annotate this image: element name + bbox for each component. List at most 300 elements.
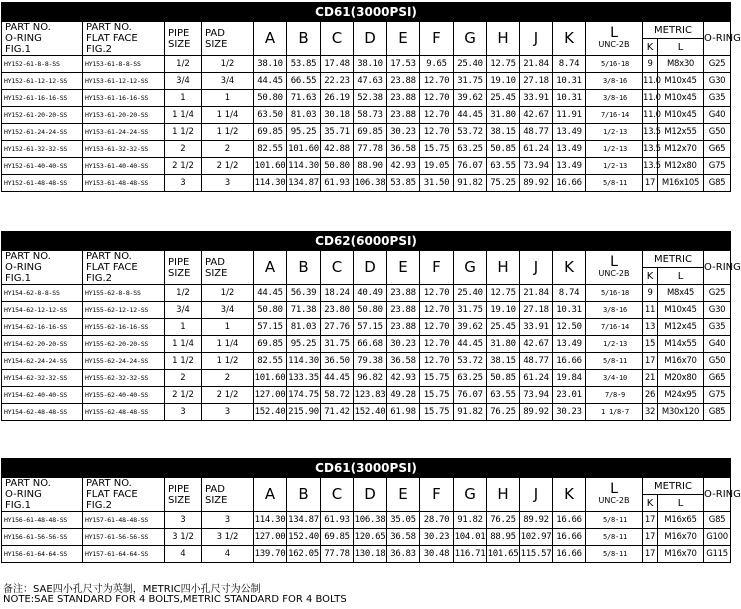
dim-c: 35.71 (321, 124, 354, 141)
dim-a: 44.45 (254, 285, 287, 302)
pad-size: 1 1/2 (202, 353, 254, 370)
dim-g: 63.25 (454, 141, 487, 158)
dim-d: 77.78 (354, 141, 387, 158)
metric-k: 15 (643, 336, 658, 353)
dim-f: 15.75 (420, 141, 454, 158)
dim-h: 63.55 (487, 387, 520, 404)
header-pad-size (202, 478, 254, 512)
dim-d: 40.49 (354, 285, 387, 302)
spec-table (1, 458, 741, 563)
dim-k: 16.66 (553, 512, 586, 529)
header-pipe-size (165, 478, 202, 512)
pad-size: 3 1/2 (202, 529, 254, 546)
part-number: HY154-62-40-40-SS (2, 387, 83, 404)
metric-l: M16x105 (658, 175, 704, 192)
header-line: FIG.1 (5, 273, 31, 284)
part-number: HY155-62-48-48-SS (83, 404, 165, 421)
header-l-letter: L (610, 253, 618, 270)
header-line: PIPE (168, 27, 190, 39)
dim-j: 89.92 (520, 175, 553, 192)
header-metric-l: L (658, 39, 704, 56)
dim-e: 53.85 (387, 175, 420, 192)
dim-j: 42.67 (520, 107, 553, 124)
pipe-size: 3/4 (165, 73, 202, 90)
dim-a: 114.30 (254, 512, 287, 529)
dim-j: 21.84 (520, 56, 553, 73)
table-row (2, 512, 731, 529)
dim-g: 63.25 (454, 370, 487, 387)
metric-l: M10x45 (658, 90, 704, 107)
part-number: HY155-62-32-32-SS (83, 370, 165, 387)
dim-k: 16.66 (553, 175, 586, 192)
header-line: SIZE (205, 38, 228, 50)
dim-f: 15.75 (420, 404, 454, 421)
table-row (2, 175, 731, 192)
metric-l: M12x70 (658, 141, 704, 158)
dim-a: 152.40 (254, 404, 287, 421)
metric-k: 11.0 (643, 90, 658, 107)
pipe-size: 3 (165, 512, 202, 529)
dim-a: 114.30 (254, 175, 287, 192)
table-row (2, 302, 731, 319)
pipe-size: 1 (165, 90, 202, 107)
dim-d: 69.85 (354, 124, 387, 141)
dim-j: 48.77 (520, 353, 553, 370)
dim-j: 61.24 (520, 141, 553, 158)
thread-size: 1/2-13 (586, 158, 643, 175)
oring-size: G65 (704, 370, 731, 387)
part-number: HY154-62-20-20-SS (2, 336, 83, 353)
header-dim-j: J (520, 251, 553, 285)
dim-c: 58.72 (321, 387, 354, 404)
header-unc: UNC-2B (598, 39, 630, 49)
dim-g: 53.72 (454, 353, 487, 370)
dim-j: 27.18 (520, 73, 553, 90)
metric-k: 17 (643, 546, 658, 563)
pipe-size: 1 (165, 319, 202, 336)
dim-e: 30.23 (387, 124, 420, 141)
pipe-size: 3 1/2 (165, 529, 202, 546)
dim-g: 76.07 (454, 158, 487, 175)
part-number: HY152-61-24-24-SS (2, 124, 83, 141)
dim-a: 50.80 (254, 302, 287, 319)
dim-e: 61.98 (387, 404, 420, 421)
part-number: HY153-61-8-8-SS (83, 56, 165, 73)
table-row (2, 353, 731, 370)
header-dim-g: G (454, 251, 487, 285)
dim-c: 17.48 (321, 56, 354, 73)
dim-h: 25.45 (487, 319, 520, 336)
part-number: HY152-61-12-12-SS (2, 73, 83, 90)
thread-size: 5/8-11 (586, 546, 643, 563)
dim-e: 23.88 (387, 302, 420, 319)
dim-e: 23.88 (387, 285, 420, 302)
header-dim-h: H (487, 251, 520, 285)
table-row (2, 124, 731, 141)
pipe-size: 4 (165, 546, 202, 563)
thread-size: 7/8-9 (586, 387, 643, 404)
dim-d: 152.40 (354, 404, 387, 421)
dim-a: 82.55 (254, 141, 287, 158)
part-number: HY154-62-32-32-SS (2, 370, 83, 387)
pipe-size: 1 1/2 (165, 124, 202, 141)
dim-h: 38.15 (487, 353, 520, 370)
metric-l: M20x80 (658, 370, 704, 387)
dim-h: 31.80 (487, 336, 520, 353)
dim-c: 23.80 (321, 302, 354, 319)
dim-d: 58.73 (354, 107, 387, 124)
dim-b: 81.03 (287, 107, 321, 124)
header-l-thread (586, 22, 643, 56)
oring-size: G75 (704, 158, 731, 175)
pad-size: 4 (202, 546, 254, 563)
metric-k: 17 (643, 353, 658, 370)
dim-b: 162.05 (287, 546, 321, 563)
dim-d: 130.18 (354, 546, 387, 563)
dim-d: 79.38 (354, 353, 387, 370)
table-row (2, 107, 731, 124)
header-dim-c: C (321, 478, 354, 512)
dim-b: 134.87 (287, 175, 321, 192)
dim-g: 91.82 (454, 175, 487, 192)
dim-c: 22.23 (321, 73, 354, 90)
table-title: CD61(3000PSI) (2, 459, 731, 478)
header-line: PAD (205, 256, 225, 268)
header-dim-d: D (354, 478, 387, 512)
dim-h: 76.25 (487, 512, 520, 529)
pipe-size: 2 1/2 (165, 158, 202, 175)
dim-h: 101.65 (487, 546, 520, 563)
table-row (2, 90, 731, 107)
metric-l: M12x55 (658, 124, 704, 141)
header-dim-a: A (254, 478, 287, 512)
thread-size: 3/8-16 (586, 90, 643, 107)
dim-f: 12.70 (420, 73, 454, 90)
dim-g: 25.40 (454, 285, 487, 302)
part-number: HY152-61-48-48-SS (2, 175, 83, 192)
pad-size: 1 1/4 (202, 107, 254, 124)
thread-size: 1 1/8-7 (586, 404, 643, 421)
dim-d: 120.65 (354, 529, 387, 546)
pad-size: 3 (202, 512, 254, 529)
oring-size: G40 (704, 107, 731, 124)
dim-g: 76.07 (454, 387, 487, 404)
header-line: O-RING (5, 489, 42, 500)
dim-e: 23.88 (387, 90, 420, 107)
header-pad-size (202, 251, 254, 285)
pad-size: 3 (202, 404, 254, 421)
oring-size: G85 (704, 512, 731, 529)
metric-k: 9 (643, 285, 658, 302)
part-number: HY154-62-24-24-SS (2, 353, 83, 370)
pad-size: 1 (202, 319, 254, 336)
header-pad-size (202, 22, 254, 56)
oring-size: G85 (704, 175, 731, 192)
table-row (2, 546, 731, 563)
metric-k: 17 (643, 529, 658, 546)
table-row (2, 529, 731, 546)
dim-j: 48.77 (520, 124, 553, 141)
dim-b: 81.03 (287, 319, 321, 336)
pipe-size: 1 1/4 (165, 107, 202, 124)
dim-c: 71.42 (321, 404, 354, 421)
dim-k: 12.50 (553, 319, 586, 336)
header-dim-h: H (487, 22, 520, 56)
dim-e: 23.88 (387, 107, 420, 124)
dim-k: 13.49 (553, 158, 586, 175)
dim-k: 23.01 (553, 387, 586, 404)
header-line: SIZE (168, 494, 191, 506)
dim-k: 8.74 (553, 56, 586, 73)
metric-k: 13.5 (643, 124, 658, 141)
dim-d: 66.68 (354, 336, 387, 353)
metric-l: M12x45 (658, 319, 704, 336)
dim-h: 12.75 (487, 285, 520, 302)
header-dim-d: D (354, 251, 387, 285)
header-line: FIG.2 (86, 273, 112, 284)
dim-f: 12.70 (420, 285, 454, 302)
part-number: HY153-61-20-20-SS (83, 107, 165, 124)
oring-size: G35 (704, 90, 731, 107)
dim-f: 12.70 (420, 353, 454, 370)
pipe-size: 3 (165, 404, 202, 421)
table-row (2, 404, 731, 421)
note-chinese: 备注：SAE四小孔尺寸为英制，METRIC四小孔尺寸为公制 (3, 584, 261, 595)
dim-c: 69.85 (321, 529, 354, 546)
dim-j: 33.91 (520, 90, 553, 107)
metric-k: 11.0 (643, 107, 658, 124)
header-dim-g: G (454, 22, 487, 56)
header-dim-b: B (287, 251, 321, 285)
note-english: NOTE:SAE STANDARD FOR 4 BOLTS,METRIC STANDARD FOR 4 BOLTS (3, 594, 347, 605)
header-line: FIG.1 (5, 44, 31, 55)
part-number: HY154-62-8-8-SS (2, 285, 83, 302)
thread-size: 5/8-11 (586, 353, 643, 370)
dim-c: 36.50 (321, 353, 354, 370)
header-dim-c: C (321, 251, 354, 285)
dim-g: 91.82 (454, 512, 487, 529)
oring-size: G30 (704, 73, 731, 90)
pipe-size: 1 1/2 (165, 353, 202, 370)
pipe-size: 1/2 (165, 56, 202, 73)
dim-g: 39.62 (454, 90, 487, 107)
header-line: FLAT FACE (86, 33, 138, 44)
dim-g: 39.62 (454, 319, 487, 336)
dim-e: 30.23 (387, 336, 420, 353)
metric-l: M16x70 (658, 353, 704, 370)
part-number: HY156-61-48-48-SS (2, 512, 83, 529)
dim-j: 89.92 (520, 404, 553, 421)
dim-j: 73.94 (520, 387, 553, 404)
header-line: SIZE (168, 38, 191, 50)
dim-f: 12.70 (420, 319, 454, 336)
dim-f: 9.65 (420, 56, 454, 73)
dim-b: 95.25 (287, 124, 321, 141)
header-l-thread (586, 251, 643, 285)
pad-size: 2 1/2 (202, 387, 254, 404)
part-number: HY154-62-12-12-SS (2, 302, 83, 319)
metric-k: 17 (643, 512, 658, 529)
dim-h: 88.95 (487, 529, 520, 546)
dim-k: 19.84 (553, 370, 586, 387)
header-dim-e: E (387, 251, 420, 285)
metric-k: 17 (643, 175, 658, 192)
header-line: FLAT FACE (86, 262, 138, 273)
dim-d: 52.38 (354, 90, 387, 107)
dim-a: 69.85 (254, 336, 287, 353)
dim-e: 42.93 (387, 158, 420, 175)
dim-h: 50.85 (487, 141, 520, 158)
pipe-size: 2 1/2 (165, 387, 202, 404)
header-line: PAD (205, 483, 225, 495)
part-number: HY155-62-40-40-SS (83, 387, 165, 404)
header-line: PART NO. (5, 478, 51, 489)
header-part-flat-face (83, 478, 165, 512)
header-metric-k: K (643, 495, 658, 512)
header-pipe-size (165, 251, 202, 285)
pad-size: 3 (202, 175, 254, 192)
dim-c: 50.80 (321, 158, 354, 175)
metric-k: 32 (643, 404, 658, 421)
dim-j: 102.97 (520, 529, 553, 546)
part-number: HY155-62-20-20-SS (83, 336, 165, 353)
dim-g: 31.75 (454, 73, 487, 90)
header-l-thread (586, 478, 643, 512)
metric-l: M8x30 (658, 56, 704, 73)
metric-k: 13 (643, 319, 658, 336)
dim-b: 215.90 (287, 404, 321, 421)
dim-k: 8.74 (553, 285, 586, 302)
header-dim-a: A (254, 22, 287, 56)
dim-h: 76.25 (487, 404, 520, 421)
dim-e: 23.88 (387, 73, 420, 90)
header-dim-h: H (487, 478, 520, 512)
header-l-letter: L (610, 480, 618, 497)
header-line: PART NO. (86, 22, 132, 33)
dim-a: 101.60 (254, 370, 287, 387)
table-row (2, 56, 731, 73)
table-row (2, 336, 731, 353)
dim-b: 114.30 (287, 353, 321, 370)
header-dim-k: K (553, 22, 586, 56)
part-number: HY153-61-40-40-SS (83, 158, 165, 175)
dim-e: 23.88 (387, 319, 420, 336)
oring-size: G85 (704, 404, 731, 421)
dim-h: 63.55 (487, 158, 520, 175)
pad-size: 1/2 (202, 285, 254, 302)
dim-h: 12.75 (487, 56, 520, 73)
dim-g: 116.71 (454, 546, 487, 563)
part-number: HY156-61-56-56-SS (2, 529, 83, 546)
part-number: HY154-62-16-16-SS (2, 319, 83, 336)
table-title: CD62(6000PSI) (2, 232, 731, 251)
table-row (2, 319, 731, 336)
header-line: O-RING (5, 262, 42, 273)
dim-e: 36.58 (387, 353, 420, 370)
dim-b: 114.30 (287, 158, 321, 175)
dim-f: 30.48 (420, 546, 454, 563)
dim-c: 42.88 (321, 141, 354, 158)
part-number: HY154-62-48-48-SS (2, 404, 83, 421)
dim-h: 19.10 (487, 73, 520, 90)
dim-f: 15.75 (420, 370, 454, 387)
header-unc: UNC-2B (598, 268, 630, 278)
oring-size: G65 (704, 141, 731, 158)
part-number: HY152-61-16-16-SS (2, 90, 83, 107)
dim-f: 12.70 (420, 107, 454, 124)
part-number: HY157-61-48-48-SS (83, 512, 165, 529)
part-number: HY153-61-12-12-SS (83, 73, 165, 90)
dim-e: 17.53 (387, 56, 420, 73)
dim-b: 71.38 (287, 302, 321, 319)
thread-size: 5/16-18 (586, 56, 643, 73)
dim-a: 50.80 (254, 90, 287, 107)
dim-d: 50.80 (354, 302, 387, 319)
header-part-oring (2, 478, 83, 512)
header-metric-l: L (658, 495, 704, 512)
table-row (2, 387, 731, 404)
dim-g: 104.01 (454, 529, 487, 546)
metric-l: M30x120 (658, 404, 704, 421)
header-line: SIZE (168, 267, 191, 279)
dim-k: 11.91 (553, 107, 586, 124)
dim-c: 31.75 (321, 336, 354, 353)
dim-e: 36.83 (387, 546, 420, 563)
dim-g: 44.45 (454, 107, 487, 124)
part-number: HY152-61-8-8-SS (2, 56, 83, 73)
part-number: HY155-62-12-12-SS (83, 302, 165, 319)
metric-l: M10x45 (658, 302, 704, 319)
dim-b: 71.63 (287, 90, 321, 107)
table-row (2, 285, 731, 302)
part-number: HY153-61-24-24-SS (83, 124, 165, 141)
header-part-flat-face (83, 22, 165, 56)
header-oring: O-RING (704, 22, 731, 56)
header-metric-k: K (643, 39, 658, 56)
header-metric: METRIC (643, 251, 704, 268)
dim-f: 12.70 (420, 302, 454, 319)
dim-c: 77.78 (321, 546, 354, 563)
dim-c: 44.45 (321, 370, 354, 387)
dim-k: 13.49 (553, 141, 586, 158)
dim-h: 50.85 (487, 370, 520, 387)
header-metric: METRIC (643, 22, 704, 39)
metric-l: M8x45 (658, 285, 704, 302)
oring-size: G40 (704, 336, 731, 353)
header-oring: O-RING (704, 478, 731, 512)
dim-f: 12.70 (420, 124, 454, 141)
dim-f: 30.23 (420, 529, 454, 546)
thread-size: 1/2-13 (586, 336, 643, 353)
part-number: HY152-61-40-40-SS (2, 158, 83, 175)
dim-j: 27.18 (520, 302, 553, 319)
thread-size: 7/16-14 (586, 319, 643, 336)
dim-d: 123.83 (354, 387, 387, 404)
pipe-size: 3/4 (165, 302, 202, 319)
metric-k: 13.5 (643, 141, 658, 158)
header-line: FIG.2 (86, 500, 112, 511)
part-number: HY152-61-32-32-SS (2, 141, 83, 158)
part-number: HY152-61-20-20-SS (2, 107, 83, 124)
dim-j: 89.92 (520, 512, 553, 529)
header-line: FIG.1 (5, 500, 31, 511)
dim-j: 21.84 (520, 285, 553, 302)
thread-size: 3/8-16 (586, 302, 643, 319)
table-row (2, 158, 731, 175)
dim-c: 26.19 (321, 90, 354, 107)
dim-b: 53.85 (287, 56, 321, 73)
spec-table (1, 231, 741, 421)
